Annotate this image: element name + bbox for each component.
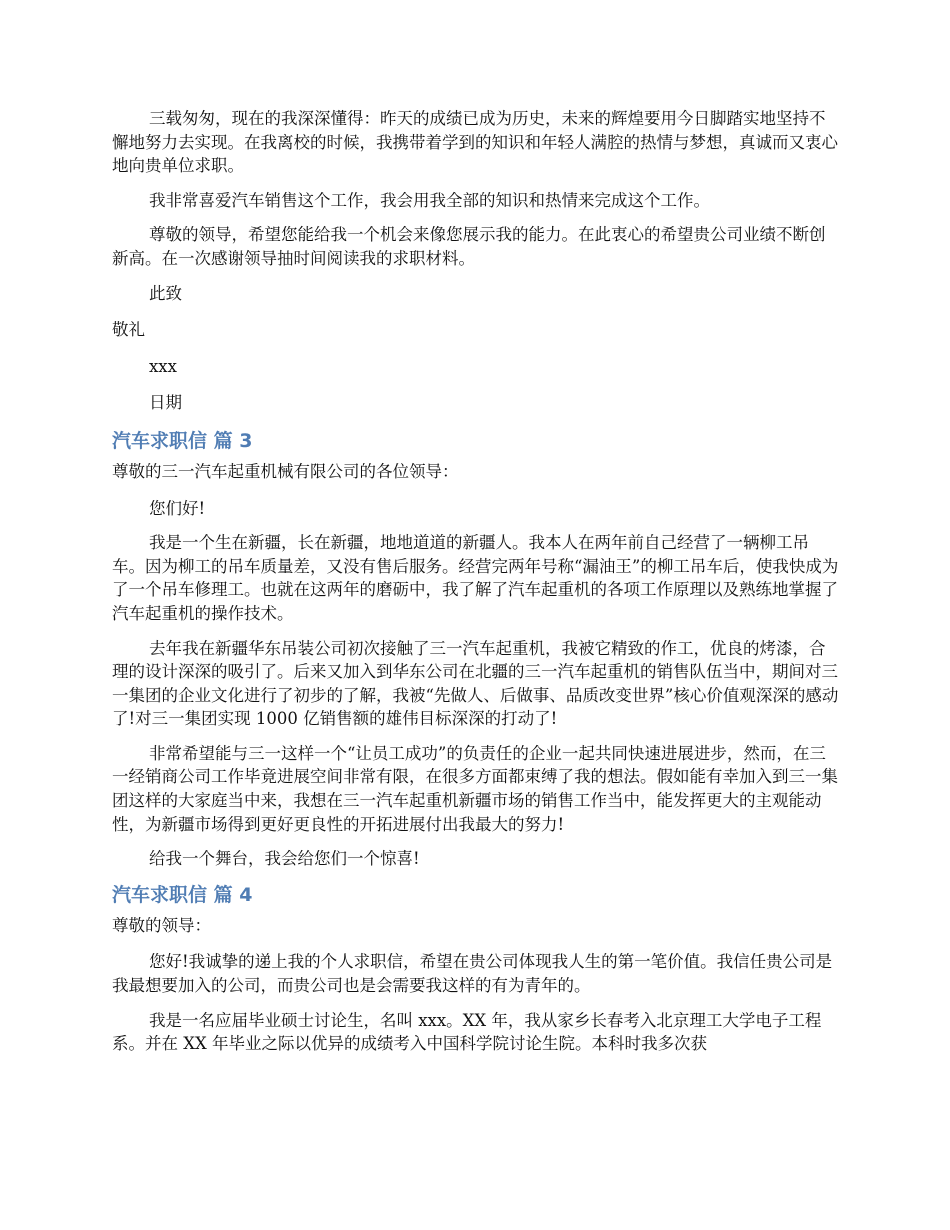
signature-date: 日期 <box>149 393 182 413</box>
closing-jing-li: 敬礼 <box>112 320 145 340</box>
paragraph: 我非常喜爱汽车销售这个工作，我会用我全部的知识和热情来完成这个工作。 <box>149 190 710 210</box>
section-3-greeting: 您们好! <box>149 498 206 518</box>
document-page <box>112 107 840 1067</box>
paragraph: 尊敬的领导，希望您能给我一个机会来像您展示我的能力。在此衷心的希望贵公司业绩不断创新高。在一次感谢领导抽时间阅读我的求职材料。 <box>112 225 826 268</box>
section-3-heading: 汽车求职信 篇 3 <box>112 429 253 452</box>
paragraph: 给我一个舞台，我会给您们一个惊喜! <box>149 849 420 869</box>
paragraph: 去年我在新疆华东吊装公司初次接触了三一汽车起重机，我被它精致的作工，优良的烤漆，合理的设计深深的吸引了。后来又加入到华东公司在北疆的三一汽车起重机的销售队伍当中，期间对三一集团的企业文化进行了初步的了解，我被“先做人、后做事、品质改变世界”核心价值观深深的感动了!对三一集团实现 1000 亿销售额的雄伟目标深深的打动了! <box>112 638 839 729</box>
paragraph: 您好!我诚挚的递上我的个人求职信，希望在贵公司体现我人生的第一笔价值。我信任贵公司是我最想要加入的公司，而贵公司也是会需要我这样的有为青年的。 <box>112 952 833 996</box>
paragraph: 我是一名应届毕业硕士讨论生，名叫 xxx。XX 年，我从家乡长春考入北京理工大学电子工程系。并在 XX 年毕业之际以优异的成绩考入中国科学院讨论生院。本科时我多次获 <box>112 1010 822 1054</box>
section-4-salutation: 尊敬的领导： <box>112 915 211 935</box>
closing-ci-zhi: 此致 <box>149 283 182 303</box>
paragraph: 三载匆匆，现在的我深深懂得：昨天的成绩已成为历史，未来的辉煌要用今日脚踏实地坚持不懈地努力去实现。在我离校的时候，我携带着学到的知识和年轻人满腔的热情与梦想，真诚而又衷心地向贵单位求职。 <box>112 109 838 176</box>
paragraph: 我是一个生在新疆，长在新疆，地地道道的新疆人。我本人在两年前自己经营了一辆柳工吊车。因为柳工的吊车质量差，又没有售后服务。经营完两年号称“漏油王”的柳工吊车后，使我快成为了一个吊车修理工。也就在这两年的磨砺中，我了解了汽车起重机的各项工作原理以及熟练地掌握了汽车起重机的操作技术。 <box>112 533 839 623</box>
section-4-heading: 汽车求职信 篇 4 <box>112 883 253 906</box>
paragraph: 非常希望能与三一这样一个“让员工成功”的负责任的企业一起共同快速进展进步，然而，在三一经销商公司工作毕竟进展空间非常有限，在很多方面都束缚了我的想法。假如能有幸加入到三一集团这样的大家庭当中来，我想在三一汽车起重机新疆市场的销售工作当中，能发挥更大的主观能动性，为新疆市场得到更好更良性的开拓进展付出我最大的努力! <box>112 743 838 834</box>
section-3-salutation: 尊敬的三一汽车起重机械有限公司的各位领导： <box>112 461 459 481</box>
signature-name: xxx <box>149 356 177 376</box>
